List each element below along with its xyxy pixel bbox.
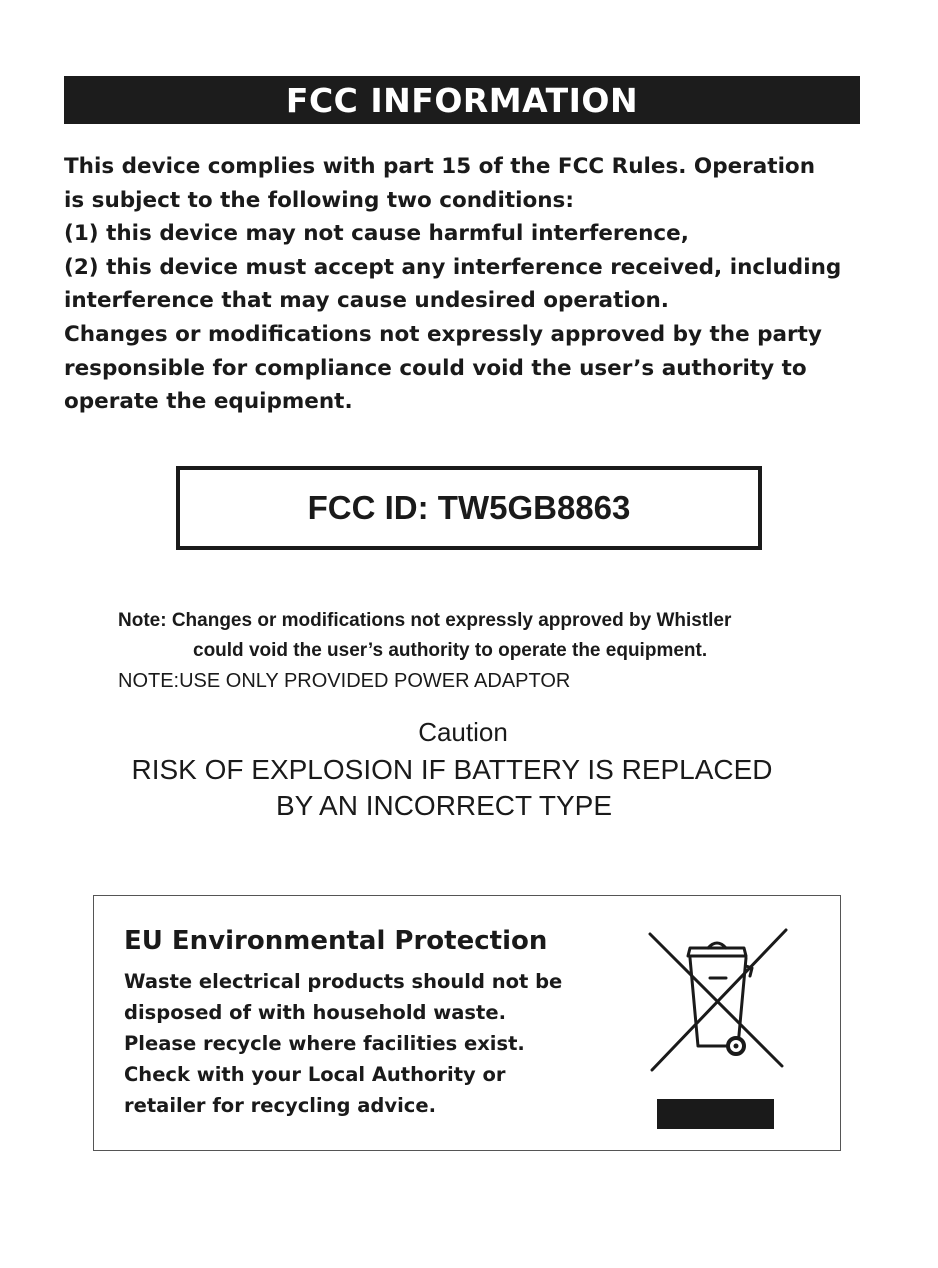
fcc-id-label: FCC ID: TW5GB8863: [307, 489, 631, 526]
fcc-paragraph-line: is subject to the following two conditions:: [64, 187, 574, 213]
bin-underbar: [657, 1099, 774, 1129]
eu-body-line: retailer for recycling advice.: [124, 1094, 436, 1117]
caution-line2: BY AN INCORRECT TYPE: [275, 790, 613, 821]
eu-body-line: Waste electrical products should not be: [124, 970, 563, 993]
fcc-id-box: [176, 466, 762, 550]
fcc-paragraph-line: Changes or modifications not expressly approved by the party: [64, 321, 822, 347]
fcc-paragraph-line: responsible for compliance could void the user’s authority to: [64, 355, 807, 381]
fcc-title-bar: [64, 76, 860, 124]
fcc-paragraph-line: This device complies with part 15 of the FCC Rules. Operation: [64, 154, 816, 179]
eu-body-line: disposed of with household waste.: [124, 1001, 506, 1024]
eu-protection-box: [93, 895, 841, 1151]
fcc-paragraph-line: interference that may cause undesired operation.: [64, 288, 669, 314]
fcc-paragraph-line: (1) this device may not cause harmful interference,: [64, 221, 689, 247]
caution-line1: RISK OF EXPLOSION IF BATTERY IS REPLACED: [131, 754, 773, 785]
eu-title: EU Environmental Protection: [124, 926, 548, 956]
power-adaptor-note: NOTE:USE ONLY PROVIDED POWER ADAPTOR: [118, 670, 571, 692]
caution-heading: Caution: [418, 717, 508, 747]
eu-body-line: Please recycle where facilities exist.: [124, 1032, 525, 1055]
whistler-note-line2: could void the user’s authority to operate the equipment.: [193, 640, 708, 661]
eu-body-line: Check with your Local Authority or: [124, 1063, 506, 1086]
fcc-title: FCC INFORMATION: [285, 80, 639, 120]
crossed-out-wheelie-bin-icon: [642, 924, 792, 1074]
fcc-paragraph-line: operate the equipment.: [64, 389, 353, 415]
fcc-paragraph-line: (2) this device must accept any interference received, including: [64, 254, 842, 280]
eu-body: [124, 966, 562, 1121]
whistler-note-line1: Note: Changes or modifications not expressly approved by Whistler: [118, 610, 732, 631]
fcc-paragraph: [64, 150, 884, 419]
